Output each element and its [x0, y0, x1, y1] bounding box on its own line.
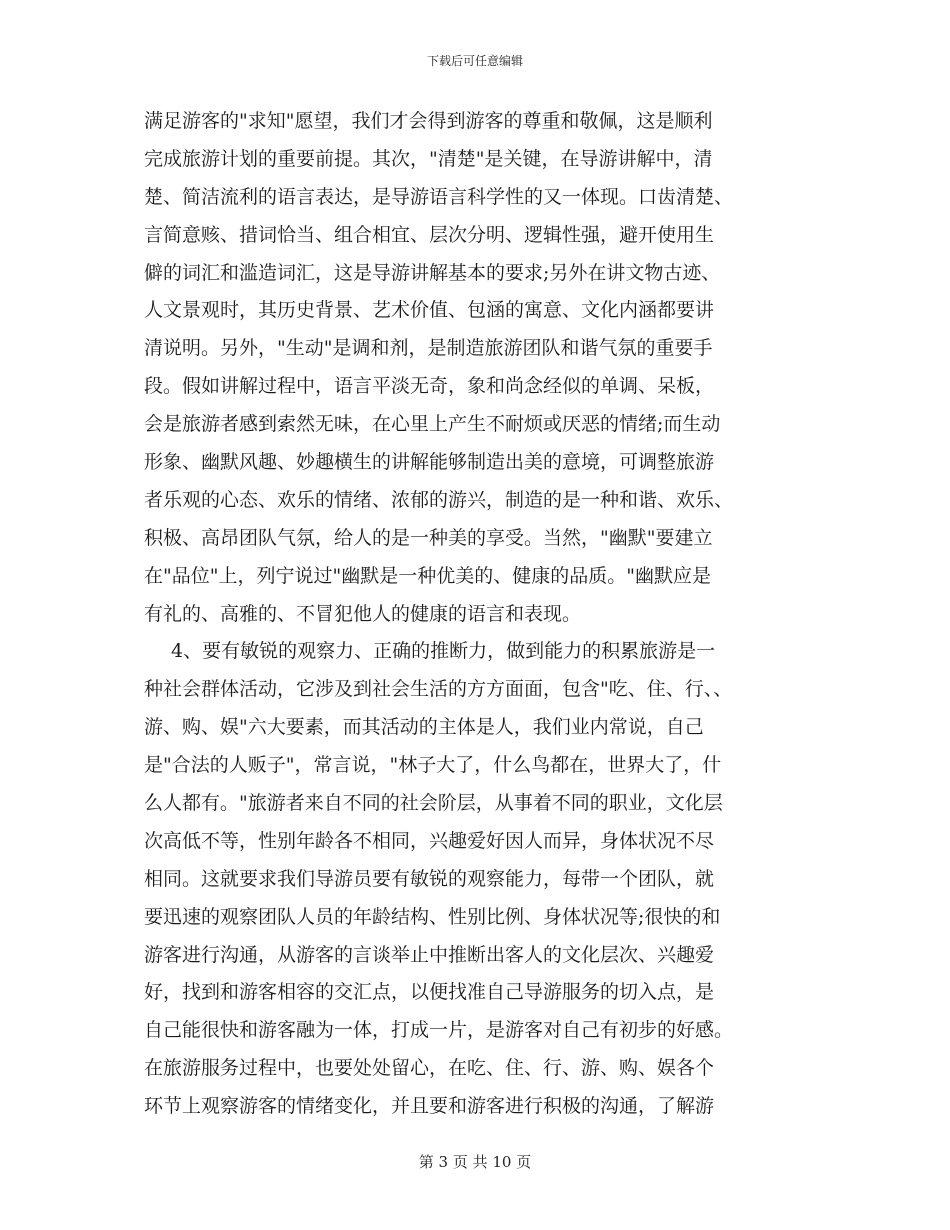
page-header: 下载后可任意编辑 [426, 54, 523, 68]
text-line: 游客进行沟通，从游客的言谈举止中推断出客人的文化层次、兴趣爱 [144, 943, 715, 966]
paragraph-start-line: 4、要有敏锐的观察力、正确的推断力，做到能力的积累旅游是一 [171, 640, 716, 663]
text-line: 是"合法的人贩子"，常言说，"林子大了，什么鸟都在，世界大了，什 [144, 754, 722, 777]
text-line: 在"品位"上，列宁说过"幽默是一种优美的、健康的品质。"幽默应是 [144, 564, 711, 587]
text-line: 完成旅游计划的重要前提。其次，"清楚"是关键，在导游讲解中，清 [144, 147, 713, 170]
text-line: 积极、高昂团队气氛，给人的是一种美的享受。当然，"幽默"要建立 [144, 526, 713, 549]
text-line: 清说明。另外，"生动"是调和剂，是制造旅游团队和谐气氛的重要手 [144, 337, 713, 360]
text-line: 在旅游服务过程中，也要处处留心，在吃、住、行、游、购、娱各个 [144, 1057, 715, 1080]
text-line: 满足游客的"求知"愿望，我们才会得到游客的尊重和敬佩，这是顺利 [144, 110, 713, 132]
text-line: 僻的词汇和滥造词汇，这是导游讲解基本的要求;另外在讲文物古迹、 [144, 261, 721, 284]
text-line: 相同。这就要求我们导游员要有敏锐的观察能力，每带一个团队，就 [144, 867, 715, 890]
document-body [144, 103, 824, 1126]
text-line: 种社会群体活动，它涉及到社会生活的方方面面，包含"吃、住、行、、 [144, 678, 733, 701]
text-line: 好，找到和游客相容的交汇点，以便找准自己导游服务的切入点，是 [144, 981, 715, 1004]
text-line: 人文景观时，其历史背景、艺术价值、包涵的寓意、文化内涵都要讲 [144, 299, 715, 322]
text-line: 环节上观察游客的情绪变化，并且要和游客进行积极的沟通，了解游 [144, 1095, 715, 1118]
text-line: 段。假如讲解过程中，语言平淡无奇，象和尚念经似的单调、呆板， [144, 375, 715, 398]
text-line: 言简意赅、措词恰当、组合相宜、层次分明、逻辑性强，避开使用生 [144, 223, 715, 246]
text-line: 有礼的、高雅的、不冒犯他人的健康的语言和表现。 [144, 602, 582, 625]
text-line: 自己能很快和游客融为一体，打成一片，是游客对自己有初步的好感。 [144, 1019, 734, 1042]
text-line: 么人都有。"旅游者来自不同的社会阶层，从事着不同的职业，文化层 [144, 792, 723, 815]
text-line: 游、购、娱"六大要素，而其活动的主体是人，我们业内常说，自己 [144, 716, 704, 739]
text-line: 楚、简洁流利的语言表达，是导游语言科学性的又一体现。口齿清楚、 [144, 185, 734, 208]
page-footer: 第 3 页 共 10 页 [418, 1153, 532, 1171]
text-line: 要迅速的观察团队人员的年龄结构、性别比例、身体状况等;很快的和 [144, 905, 721, 928]
text-line: 次高低不等，性别年龄各不相同，兴趣爱好因人而异，身体状况不尽 [144, 829, 715, 852]
text-line: 形象、幽默风趣、妙趣横生的讲解能够制造出美的意境，可调整旅游 [144, 451, 715, 474]
text-line: 会是旅游者感到索然无味，在心里上产生不耐烦或厌恶的情绪;而生动 [144, 413, 721, 436]
text-line: 者乐观的心态、欢乐的情绪、浓郁的游兴，制造的是一种和谐、欢乐、 [144, 488, 734, 511]
